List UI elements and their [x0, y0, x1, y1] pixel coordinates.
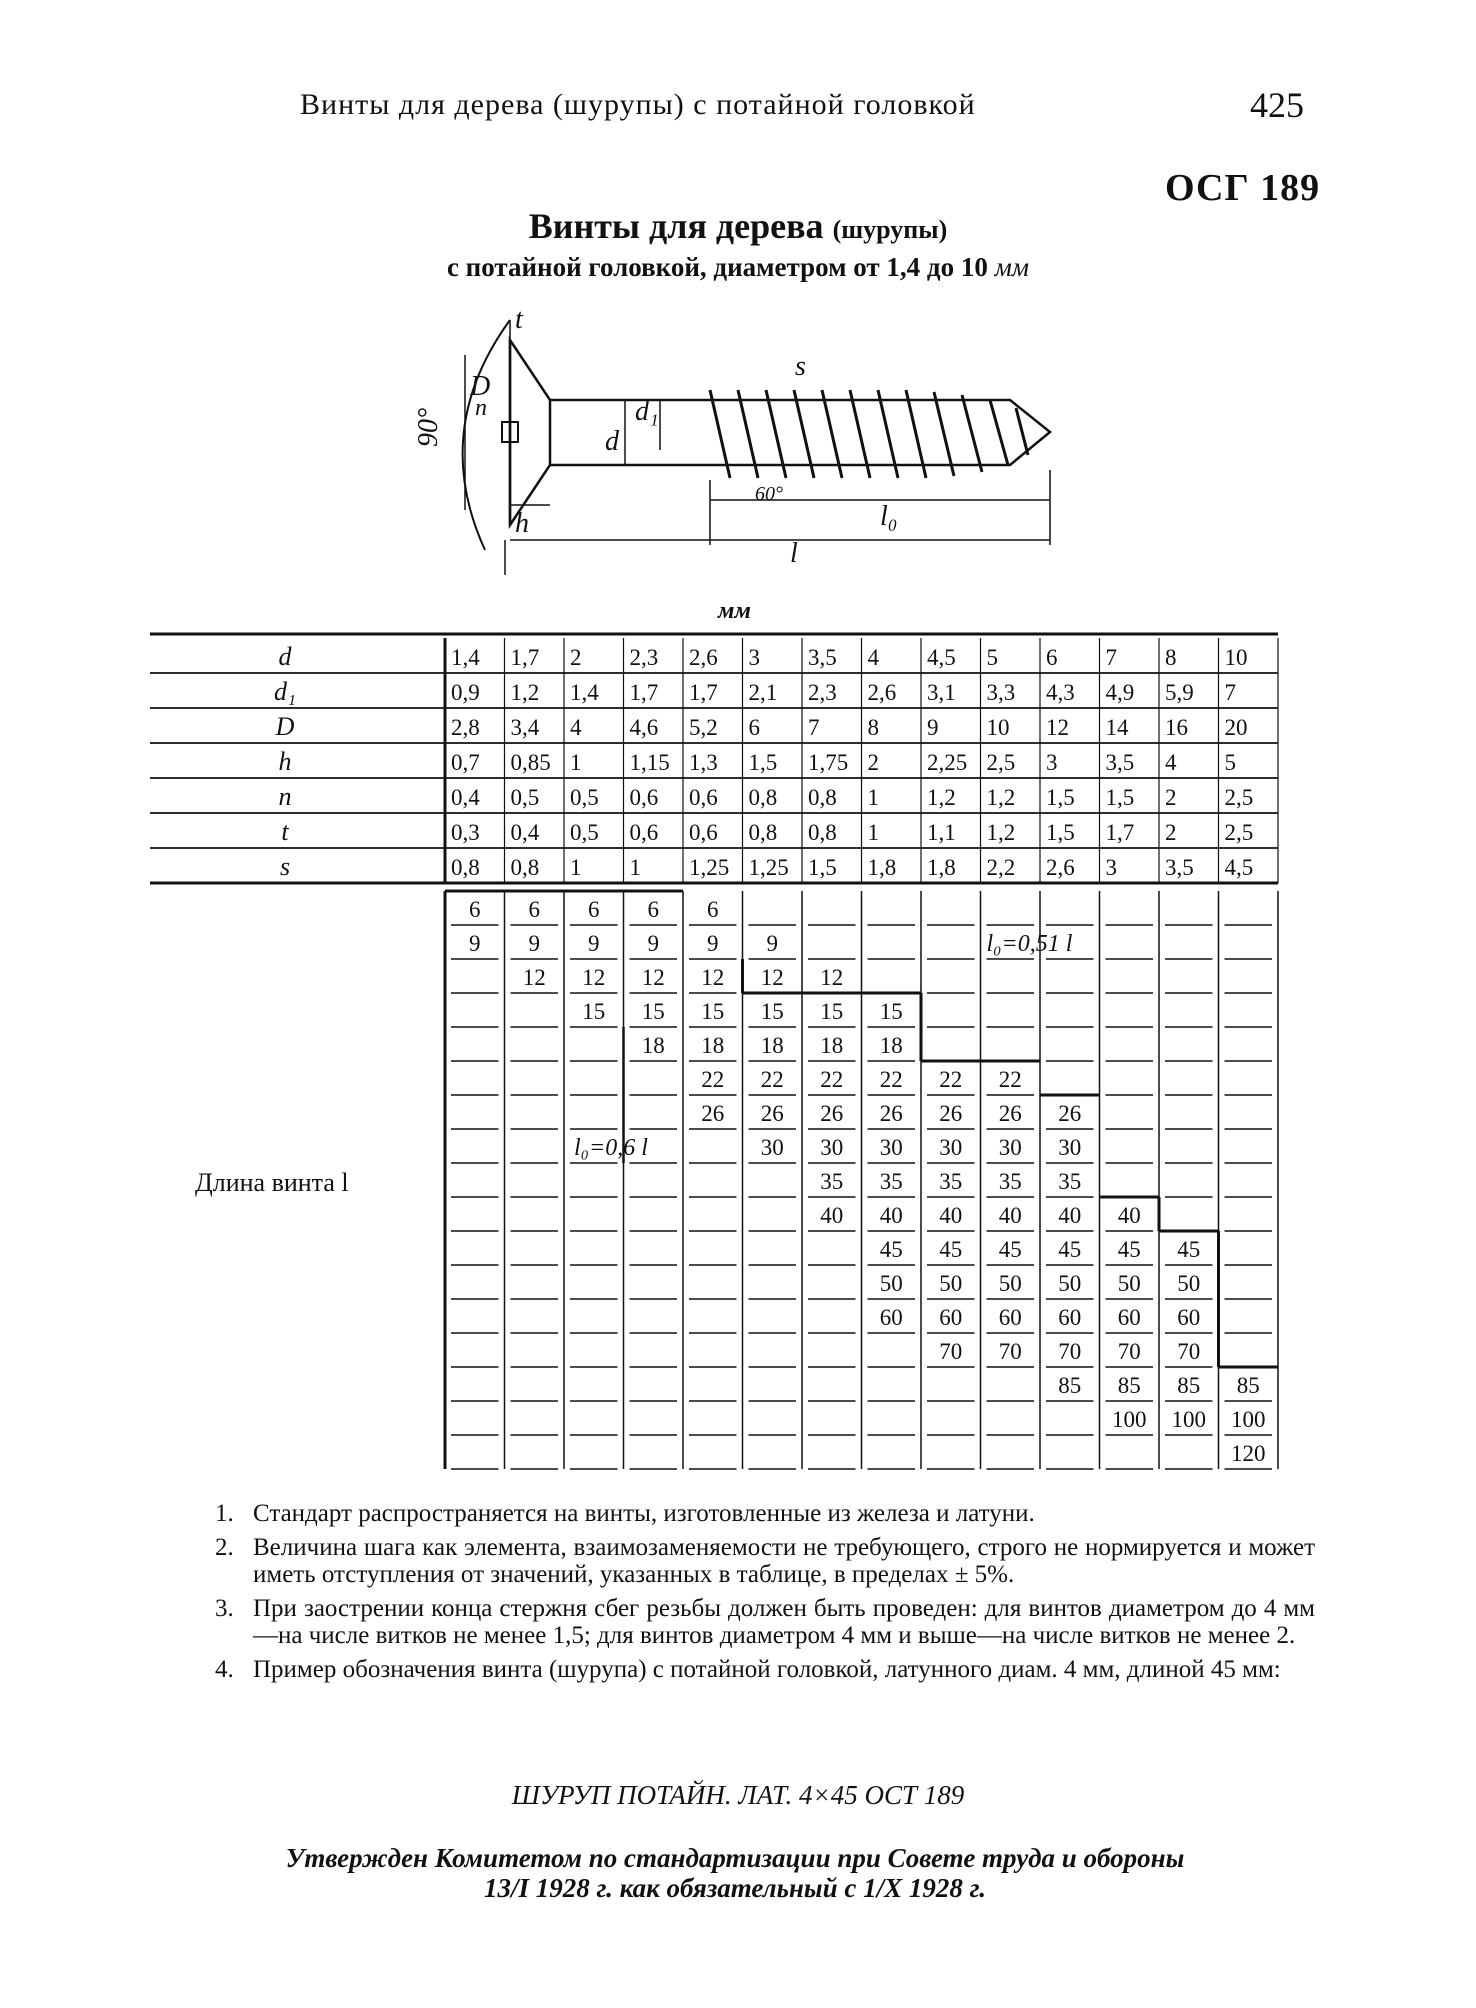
length-cell: 45 — [998, 1237, 1022, 1262]
dimension-cell: 2 — [570, 645, 582, 670]
dimension-label-4: n — [278, 782, 292, 811]
length-cell: 70 — [1117, 1339, 1141, 1364]
standard-code: ОСГ 189 — [1165, 167, 1321, 209]
designation-example: ШУРУП ПОТАЙН. ЛАТ. 4×45 ОСТ 189 — [511, 1780, 965, 1810]
length-cell: 12 — [582, 965, 606, 990]
dimension-cell: 0,6 — [629, 785, 659, 810]
dimension-cell: 2,3 — [629, 645, 659, 670]
length-cell: 18 — [879, 1033, 903, 1058]
length-cell: 45 — [1058, 1237, 1082, 1262]
length-cell: 6 — [647, 897, 659, 922]
dimension-cell: 1,5 — [1105, 785, 1135, 810]
dimension-label-5: t — [281, 817, 289, 846]
length-cell: 40 — [1058, 1203, 1082, 1228]
dimension-cell: 1,4 — [570, 680, 599, 705]
length-cell: 22 — [760, 1067, 784, 1092]
length-cell: 15 — [701, 999, 725, 1024]
length-cell: 30 — [820, 1135, 844, 1160]
dimension-cell: 4 — [570, 715, 582, 740]
note-1 — [215, 1500, 1315, 1527]
length-cell: 50 — [939, 1271, 963, 1296]
length-cell: 40 — [820, 1203, 844, 1228]
length-cell: 6 — [707, 897, 719, 922]
length-cell: 70 — [998, 1339, 1022, 1364]
angle-label: 90° — [413, 407, 444, 447]
dimension-cell: 3 — [1105, 855, 1117, 880]
note-4 — [215, 1656, 1315, 1683]
length-cell: 26 — [820, 1101, 844, 1126]
dimension-cell: 0,8 — [748, 820, 778, 845]
dimension-cell: 5,9 — [1165, 680, 1194, 705]
dimension-cell: 4,5 — [927, 645, 956, 670]
dimension-cell: 3 — [748, 645, 760, 670]
dimension-cell: 5,2 — [689, 715, 718, 740]
dimension-cell: 1,2 — [927, 785, 956, 810]
length-cell: 6 — [588, 897, 600, 922]
dimension-cell: 0,8 — [510, 855, 540, 880]
dimension-cell: 2,6 — [867, 680, 897, 705]
length-cell: 18 — [641, 1033, 665, 1058]
length-cell: 50 — [1177, 1271, 1201, 1296]
length-cell: 12 — [641, 965, 665, 990]
label-n: n — [475, 395, 487, 421]
subtitle-text: с потайной головкой, диаметром от 1,4 до 10 — [446, 252, 988, 282]
dimension-label-0: d — [278, 642, 292, 671]
dimension-cell: 0,5 — [510, 785, 540, 810]
length-cell: 30 — [939, 1135, 963, 1160]
length-cell: 60 — [1117, 1305, 1141, 1330]
dimension-cell: 7 — [808, 715, 820, 740]
dimension-cell: 0,85 — [510, 750, 551, 775]
dimension-cell: 1,15 — [629, 750, 670, 775]
dimension-cell: 1,25 — [748, 855, 789, 880]
dimension-cell: 4,3 — [1046, 680, 1075, 705]
approval-line-2: 13/I 1928 г. как обязательный с 1/X 1928 г. — [483, 1873, 987, 1903]
length-cell: 85 — [1058, 1373, 1082, 1398]
length-cell: 70 — [1177, 1339, 1201, 1364]
dimension-cell: 2 — [1165, 820, 1177, 845]
length-cell: 15 — [760, 999, 784, 1024]
dimension-cell: 4,5 — [1224, 855, 1254, 880]
spec-table — [150, 628, 1320, 1498]
length-cell: 100 — [1112, 1407, 1147, 1432]
length-cell: 12 — [820, 965, 844, 990]
dimension-cell: 1,5 — [1046, 820, 1075, 845]
dimension-cell: 3,1 — [927, 680, 956, 705]
length-cell: 22 — [998, 1067, 1022, 1092]
dimension-label-3: h — [278, 747, 292, 776]
dimension-cell: 7 — [1224, 680, 1236, 705]
length-cell: 15 — [879, 999, 903, 1024]
dimension-cell: 2,25 — [927, 750, 968, 775]
dimension-cell: 3,4 — [510, 715, 540, 740]
note-text: Пример обозначения винта (шурупа) с потайной головкой, латунного диам. 4 мм, длиной 45 мм: — [253, 1656, 1281, 1683]
dimension-cell: 4 — [1165, 750, 1177, 775]
length-cell: 15 — [820, 999, 844, 1024]
dimension-cell: 2,6 — [1046, 855, 1075, 880]
length-cell: 9 — [588, 931, 600, 956]
dimension-cell: 1 — [570, 855, 582, 880]
dimension-cell: 4 — [867, 645, 879, 670]
dimension-cell: 8 — [867, 715, 879, 740]
note-text: Стандарт распространяется на винты, изготовленные из железа и латуни. — [253, 1500, 1035, 1527]
length-cell: 35 — [879, 1169, 903, 1194]
l0-note-b: l₀=0,51 l — [986, 931, 1073, 957]
dimension-cell: 6 — [748, 715, 760, 740]
approval-note — [150, 1843, 1320, 1903]
length-cell: 120 — [1231, 1441, 1266, 1466]
length-cell: 85 — [1117, 1373, 1141, 1398]
length-cell: 60 — [879, 1305, 903, 1330]
label-h: h — [515, 508, 529, 539]
length-cell: 50 — [1058, 1271, 1082, 1296]
dimension-cell: 1,5 — [748, 750, 778, 775]
length-cell: 9 — [469, 931, 481, 956]
length-cell: 12 — [522, 965, 546, 990]
approval-line-1: Утвержден Комитетом по стандартизации при Совете труда и обороны — [285, 1843, 1185, 1873]
dimension-cell: 1,25 — [689, 855, 730, 880]
length-cell: 35 — [998, 1169, 1022, 1194]
dimension-cell: 1,8 — [927, 855, 956, 880]
title-main: Винты для дерева — [528, 206, 824, 246]
dimension-cell: 1 — [570, 750, 582, 775]
note-number: 2. — [215, 1534, 234, 1561]
length-cell: 26 — [939, 1101, 963, 1126]
dimension-cell: 5 — [986, 645, 998, 670]
length-cell: 26 — [701, 1101, 725, 1126]
dimension-cell: 0,5 — [570, 820, 599, 845]
dimension-label-6: s — [279, 852, 291, 881]
length-cell: 9 — [707, 931, 719, 956]
subtitle-unit: мм — [994, 252, 1030, 282]
length-cell: 18 — [760, 1033, 784, 1058]
dimension-cell: 0,4 — [510, 820, 540, 845]
length-cell: 50 — [998, 1271, 1022, 1296]
length-cell: 26 — [760, 1101, 784, 1126]
length-cell: 45 — [1177, 1237, 1201, 1262]
dimension-cell: 0,9 — [451, 680, 480, 705]
dimension-cell: 2,5 — [1224, 785, 1254, 810]
screw-drawing — [410, 300, 1090, 575]
label-l: l — [790, 538, 798, 569]
dimension-cell: 1,7 — [510, 645, 540, 670]
dimension-cell: 2 — [1165, 785, 1177, 810]
length-cell: 30 — [879, 1135, 903, 1160]
dimension-cell: 20 — [1224, 715, 1248, 740]
dimension-cell: 9 — [927, 715, 939, 740]
table-unit: мм — [718, 598, 751, 624]
dimension-cell: 1,75 — [808, 750, 849, 775]
dimension-label-1: d₁ — [273, 677, 297, 706]
dimension-cell: 0,8 — [808, 785, 837, 810]
length-cell: 35 — [820, 1169, 844, 1194]
note-2 — [215, 1534, 1315, 1588]
dimension-cell: 2,3 — [808, 680, 837, 705]
length-cell: 6 — [469, 897, 481, 922]
dimension-cell: 3 — [1046, 750, 1058, 775]
l0-note-a: l₀=0,6 l — [574, 1135, 648, 1161]
length-cell: 35 — [1058, 1169, 1082, 1194]
label-d: d — [605, 426, 619, 457]
dimension-cell: 7 — [1105, 645, 1117, 670]
length-cell: 22 — [820, 1067, 844, 1092]
length-cell: 15 — [641, 999, 665, 1024]
length-cell: 9 — [766, 931, 778, 956]
length-cell: 50 — [1117, 1271, 1141, 1296]
dimension-cell: 10 — [986, 715, 1010, 740]
length-cell: 85 — [1177, 1373, 1201, 1398]
dimension-cell: 0,3 — [451, 820, 480, 845]
length-cell: 85 — [1236, 1373, 1260, 1398]
label-t: t — [515, 304, 523, 335]
dimension-cell: 3,5 — [1105, 750, 1135, 775]
dimension-cell: 1,2 — [986, 820, 1016, 845]
label-s: s — [795, 351, 806, 382]
length-cell: 45 — [879, 1237, 903, 1262]
document-subtitle — [0, 252, 1476, 283]
dimension-cell: 0,4 — [451, 785, 480, 810]
dimension-cell: 1,1 — [927, 820, 956, 845]
length-cell: 30 — [760, 1135, 784, 1160]
dimension-cell: 0,6 — [689, 785, 718, 810]
length-cell: 30 — [998, 1135, 1022, 1160]
dimension-cell: 2,5 — [1224, 820, 1254, 845]
length-cell: 100 — [1231, 1407, 1266, 1432]
title-suffix: (шурупы) — [832, 215, 948, 244]
dimension-cell: 1,7 — [689, 680, 718, 705]
length-cell: 100 — [1171, 1407, 1206, 1432]
dimension-cell: 0,5 — [570, 785, 599, 810]
length-cell: 60 — [998, 1305, 1022, 1330]
dimension-label-2: D — [275, 712, 295, 741]
dimension-cell: 2 — [867, 750, 879, 775]
length-label: Длина винта l — [195, 1168, 349, 1197]
dimension-cell: 1 — [867, 820, 879, 845]
length-cell: 15 — [582, 999, 606, 1024]
length-cell: 22 — [939, 1067, 963, 1092]
length-cell: 40 — [998, 1203, 1022, 1228]
note-number: 3. — [215, 1595, 234, 1622]
dimension-cell: 1 — [629, 855, 641, 880]
length-cell: 9 — [528, 931, 540, 956]
length-cell: 40 — [939, 1203, 963, 1228]
length-cell: 12 — [701, 965, 725, 990]
note-text: При заострении конца стержня сбег резьбы должен быть проведен: для винтов диаметром до 4 мм—на числе витков не менее 1,5; для винтов диаметром 4 мм и выше—на числе витков не менее 2. — [253, 1595, 1315, 1649]
dimension-cell: 0,7 — [451, 750, 480, 775]
dimension-cell: 0,8 — [748, 785, 778, 810]
length-cell: 40 — [1117, 1203, 1141, 1228]
dimension-cell: 4,6 — [629, 715, 659, 740]
dimension-cell: 3,5 — [1165, 855, 1194, 880]
dimension-cell: 14 — [1105, 715, 1129, 740]
dimension-cell: 1,5 — [808, 855, 837, 880]
dimension-cell: 6 — [1046, 645, 1058, 670]
dimension-cell: 2,8 — [451, 715, 480, 740]
length-cell: 30 — [1058, 1135, 1082, 1160]
length-cell: 40 — [879, 1203, 903, 1228]
length-cell: 70 — [939, 1339, 963, 1364]
length-cell: 6 — [528, 897, 540, 922]
label-D: D — [470, 371, 491, 402]
length-cell: 70 — [1058, 1339, 1082, 1364]
dimension-cell: 1,7 — [629, 680, 659, 705]
length-cell: 18 — [820, 1033, 844, 1058]
length-cell: 50 — [879, 1271, 903, 1296]
note-text: Величина шага как элемента, взаимозаменяемости не требующего, строго не нормируется и может иметь отступления от значений, указанных в таблице, в пределах ± 5%. — [253, 1534, 1315, 1588]
length-cell: 26 — [879, 1101, 903, 1126]
dimension-cell: 1,7 — [1105, 820, 1135, 845]
dimension-cell: 12 — [1046, 715, 1069, 740]
dimension-cell: 1,5 — [1046, 785, 1075, 810]
label-l0: l₀ — [880, 501, 898, 532]
note-number: 1. — [215, 1500, 234, 1527]
length-cell: 26 — [998, 1101, 1022, 1126]
dimension-cell: 1,2 — [986, 785, 1016, 810]
dimension-cell: 3,3 — [986, 680, 1016, 705]
length-cell: 60 — [1177, 1305, 1201, 1330]
length-cell: 45 — [939, 1237, 963, 1262]
length-cell: 22 — [701, 1067, 725, 1092]
document-title — [0, 205, 1476, 247]
length-cell: 60 — [939, 1305, 963, 1330]
length-cell: 26 — [1058, 1101, 1082, 1126]
length-cell: 35 — [939, 1169, 963, 1194]
dimension-cell: 5 — [1224, 750, 1236, 775]
dimension-cell: 0,6 — [689, 820, 718, 845]
dimension-cell: 1,3 — [689, 750, 718, 775]
dimension-cell: 8 — [1165, 645, 1177, 670]
dimension-cell: 2,5 — [986, 750, 1016, 775]
dimension-cell: 0,8 — [451, 855, 480, 880]
dimension-cell: 10 — [1224, 645, 1248, 670]
length-cell: 45 — [1117, 1237, 1141, 1262]
dimension-cell: 0,8 — [808, 820, 837, 845]
dimension-cell: 1,2 — [510, 680, 540, 705]
dimension-cell: 1,4 — [451, 645, 480, 670]
dimension-cell: 4,9 — [1105, 680, 1135, 705]
note-3 — [215, 1595, 1315, 1649]
length-cell: 9 — [647, 931, 659, 956]
length-cell: 18 — [701, 1033, 725, 1058]
dimension-cell: 2,6 — [689, 645, 718, 670]
dimension-cell: 3,5 — [808, 645, 837, 670]
length-cell: 60 — [1058, 1305, 1082, 1330]
dimension-cell: 0,6 — [629, 820, 659, 845]
dimension-cell: 1,8 — [867, 855, 897, 880]
dimension-cell: 1 — [867, 785, 879, 810]
screw-head — [510, 340, 550, 525]
length-cell: 12 — [760, 965, 784, 990]
length-cell: 22 — [879, 1067, 903, 1092]
note-number: 4. — [215, 1656, 234, 1683]
notes — [215, 1500, 1315, 1690]
dimension-cell: 2,1 — [748, 680, 778, 705]
page-number: 425 — [1250, 85, 1304, 125]
label-thread-angle: 60° — [755, 483, 783, 505]
dimension-cell: 2,2 — [986, 855, 1016, 880]
running-head: Винты для дерева (шурупы) с потайной головкой — [300, 88, 976, 121]
dimension-cell: 16 — [1165, 715, 1188, 740]
label-d1: d₁ — [635, 396, 659, 427]
